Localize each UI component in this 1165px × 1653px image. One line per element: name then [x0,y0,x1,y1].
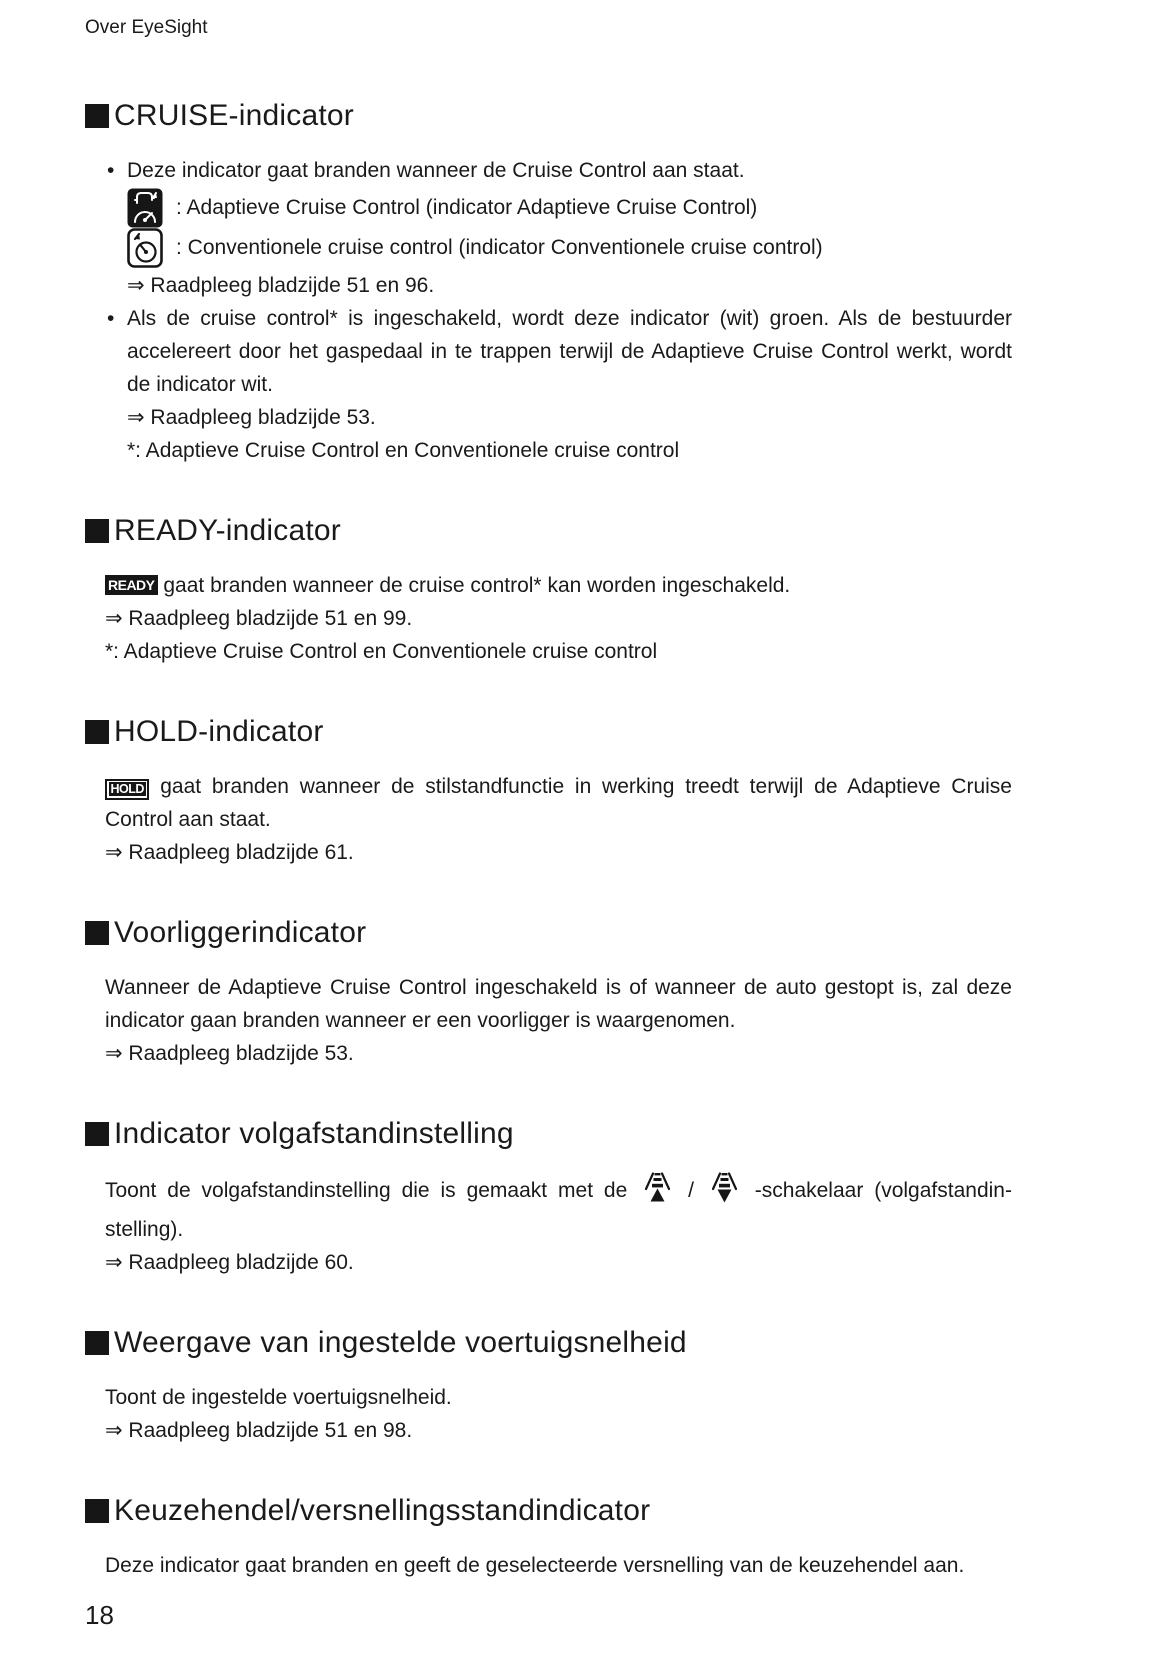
section-snelheid-weergave [85,1325,1012,1447]
volgafstand-ref: ⇒ Raadpleeg bladzijde 60. [105,1251,354,1274]
cruise-bullet-2-text: • Als de cruise control* is ingeschakeld, wordt deze indicator (wit) groen. Als de bestuurder accelereert door het gaspedaal in te trappen terwijl de Adaptieve Cruise Control werkt, wordt de indicator wit. [127,307,1012,396]
section-body-volgafstand [85,1172,1012,1279]
snelheid-paragraph: Toont de ingestelde voertuigsnelheid. [105,1386,452,1409]
section-body-keuzehendel [85,1549,1012,1582]
icon-separator-slash: / [688,1179,694,1202]
section-title-voorligger [85,915,1012,951]
section-body-hold [85,770,1012,869]
hold-ref: ⇒ Raadpleeg bladzijde 61. [105,841,354,864]
voorligger-ref: ⇒ Raadpleeg bladzijde 53. [105,1042,354,1065]
section-body-snelheid [85,1381,1012,1447]
section-voorligger-indicator [85,915,1012,1070]
section-title-text: Keuzehendel/versnellingsstandindicator [114,1494,651,1527]
section-title-ready [85,513,1012,549]
keuzehendel-paragraph: Deze indicator gaat branden en geeft de geselecteerde versnelling van de keuzehendel aan. [105,1554,965,1577]
voorligger-paragraph: Wanneer de Adaptieve Cruise Control ingeschakeld is of wanneer de auto gestopt is, zal deze indicator gaan branden wanneer er een voorligger is waargenomen. [105,976,1012,1032]
heading-square-marker [85,720,109,744]
cruise-bullet-2 [105,302,1012,467]
volgafstand-line1 [105,1172,1012,1213]
ready-paragraph-text: gaat branden wanneer de cruise control* kan worden ingeschakeld. [163,574,791,597]
section-title-text: HOLD-indicator [114,715,324,748]
section-body-cruise [85,154,1012,467]
heading-square-marker [85,1499,109,1523]
ready-footnote: *: Adaptieve Cruise Control en Conventionele cruise control [105,640,658,663]
section-title-text: CRUISE-indicator [114,99,354,132]
volgafstand-text-before: Toont de volgafstandinstelling die is gemaakt met de [105,1179,628,1202]
hold-paragraph [105,770,1012,836]
ccc-icon-row [127,229,1012,266]
ready-indicator-badge: READY [105,575,158,595]
section-title-hold [85,714,1012,750]
section-body-ready [85,569,1012,668]
section-title-keuzehendel [85,1493,1012,1529]
section-ready-indicator [85,513,1012,668]
cruise-ref-1: ⇒ Raadpleeg bladzijde 51 en 96. [127,274,435,297]
section-hold-indicator [85,714,1012,869]
section-body-voorligger [85,971,1012,1070]
volgafstand-line2: stelling). [105,1218,184,1241]
cruise-bullet-1-text: • Deze indicator gaat branden wanneer de Cruise Control aan staat. [127,159,745,182]
section-cruise-indicator [85,98,1012,467]
ready-ref: ⇒ Raadpleeg bladzijde 51 en 99. [105,607,413,630]
acc-icon-label: : Adaptieve Cruise Control (indicator Adaptieve Cruise Control) [176,196,758,219]
section-title-text: Voorliggerindicator [114,916,367,949]
distance-decrease-icon [711,1172,738,1213]
distance-increase-icon [644,1172,671,1213]
hold-paragraph-text: gaat branden wanneer de stilstandfunctie in werking treedt terwijl de Adaptieve Cruise Control aan staat. [105,775,1012,831]
heading-square-marker [85,104,109,128]
section-title-text: READY-indicator [114,514,341,547]
heading-square-marker [85,519,109,543]
heading-square-marker [85,1122,109,1146]
acc-icon-row [127,189,1012,226]
conventional-cruise-control-icon [127,228,163,268]
hold-indicator-badge [105,779,149,800]
adaptive-cruise-control-icon [127,188,163,228]
cruise-ref-2: ⇒ Raadpleeg bladzijde 53. [127,406,376,429]
section-title-volgafstand [85,1116,1012,1152]
section-title-cruise [85,98,1012,134]
ready-paragraph [105,569,1012,602]
heading-square-marker [85,1331,109,1355]
section-title-text: Weergave van ingestelde voertuigsnelheid [114,1326,687,1359]
cruise-bullet-1 [105,154,1012,302]
running-header: Over EyeSight [85,17,208,38]
section-keuzehendel-indicator [85,1493,1012,1582]
cruise-footnote: *: Adaptieve Cruise Control en Conventionele cruise control [127,439,680,462]
volgafstand-text-after: -schakelaar (volgafstandin- [754,1179,1012,1202]
ccc-icon-label: : Conventionele cruise control (indicator Conventionele cruise control) [176,236,823,259]
snelheid-ref: ⇒ Raadpleeg bladzijde 51 en 98. [105,1419,413,1442]
hold-badge-text: HOLD [110,782,144,796]
page-number: 18 [85,1600,114,1630]
section-title-text: Indicator volgafstandinstelling [114,1117,514,1150]
section-volgafstand-indicator [85,1116,1012,1279]
heading-square-marker [85,921,109,945]
section-title-snelheid [85,1325,1012,1361]
